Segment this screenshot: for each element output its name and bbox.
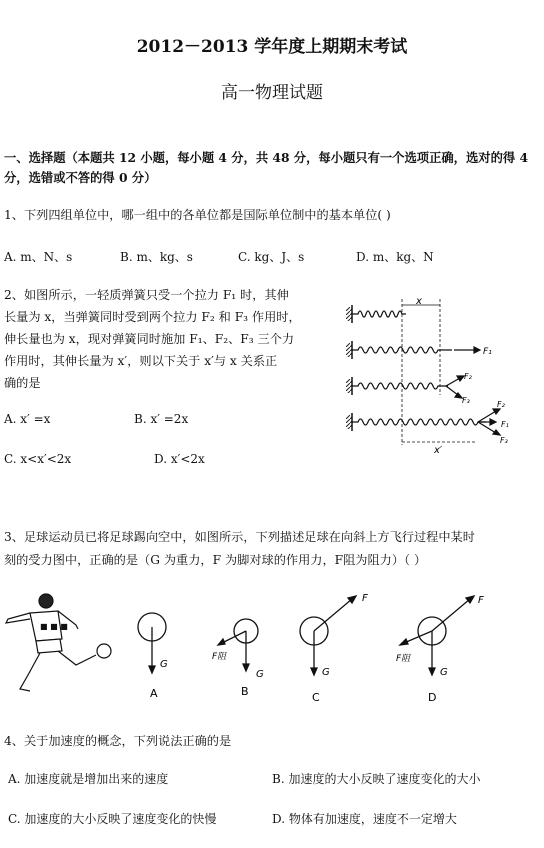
label-f3-bottom: F₃ — [500, 436, 508, 445]
question-4-stem: 4、关于加速度的概念，下列说法正确的是 — [4, 734, 232, 748]
diagram-b-label: B — [241, 685, 249, 698]
diagram-c-label: C — [312, 691, 320, 704]
diagram-b-g: G — [256, 669, 264, 680]
question-2-stem-line-1: 2、如图所示，一轻质弹簧只受一个拉力 F₁ 时，其伸 — [4, 288, 289, 302]
q1-option-d: D. m、kg、N — [356, 250, 434, 264]
q4-option-c: C. 加速度的大小反映了速度变化的快慢 — [8, 812, 217, 826]
q2-option-c: C. x<x′<2x — [4, 452, 72, 466]
football-icon — [97, 644, 111, 658]
q2-option-b: B. x′ =2x — [134, 412, 189, 426]
label-f2-bottom: F₂ — [497, 400, 505, 409]
svg-text:■ ■ ■: ■ ■ ■ — [40, 622, 68, 631]
q1-option-a: A. m、N、s — [4, 250, 73, 264]
question-2-stem-line-5: 确的是 — [4, 376, 41, 390]
diagram-c-g: G — [322, 667, 330, 678]
diagram-b — [218, 619, 258, 671]
exam-subtitle: 高一物理试题 — [221, 83, 323, 103]
diagram-d-label: D — [428, 691, 437, 704]
diagram-a-label: A — [150, 687, 158, 700]
q4-option-d: D. 物体有加速度，速度不一定增大 — [272, 812, 457, 826]
label-f2-mid: F₂ — [464, 372, 472, 381]
label-x: x — [416, 296, 422, 307]
question-3-stem-line-2: 刻的受力图中，正确的是（G 为重力，F 为脚对球的作用力，F阻为阻力）（ ） — [4, 553, 427, 567]
q1-option-c: C. kg、J、s — [238, 250, 305, 264]
spring-diagram — [346, 295, 526, 460]
q2-option-d: D. x′<2x — [154, 452, 205, 466]
label-x-prime: x′ — [434, 445, 443, 456]
diagram-c — [300, 596, 356, 675]
question-2-stem-line-3: 伸长量也为 x，现对弹簧同时施加 F₁、F₂、F₃ 三个力 — [4, 332, 295, 346]
springs — [352, 311, 486, 425]
diagram-d-g: G — [440, 667, 448, 678]
label-f1-top: F₁ — [483, 347, 492, 357]
diagram-d-drag: F阻 — [396, 654, 411, 664]
football-force-diagrams — [0, 585, 544, 710]
q1-option-b: B. m、kg、s — [120, 250, 193, 264]
question-2-stem-line-4: 作用时，其伸长量为 x′，则以下关于 x′与 x 关系正 — [4, 354, 278, 368]
question-1-stem: 1、下列四组单位中，哪一组中的各单位都是国际单位制中的基本单位( ) — [4, 208, 391, 222]
question-2-stem-line-2: 长量为 x，当弹簧同时受到两个拉力 F₂ 和 F₃ 作用时， — [4, 310, 301, 324]
exam-title: 2012－2013 学年度上期期末考试 — [136, 37, 408, 57]
label-f1-bottom: F₁ — [501, 420, 509, 429]
diagram-c-f: F — [362, 593, 368, 604]
player-illustration — [6, 594, 96, 691]
wall-hatch — [346, 305, 352, 431]
label-f3-mid: F₃ — [462, 396, 470, 405]
diagram-b-drag: F阻 — [212, 652, 227, 662]
q2-option-a: A. x′ =x — [4, 412, 51, 426]
q4-option-a: A. 加速度就是增加出来的速度 — [8, 772, 169, 786]
diagram-d-f: F — [478, 595, 484, 606]
question-3-stem-line-1: 3、足球运动员已将足球踢向空中，如图所示，下列描述足球在向斜上方飞行过程中某时 — [4, 530, 475, 544]
diagram-a-g: G — [160, 659, 168, 670]
q4-option-b: B. 加速度的大小反映了速度变化的大小 — [272, 772, 481, 786]
diagram-d — [400, 596, 474, 675]
section-heading: 一、选择题（本题共 12 小题，每小题 4 分，共 48 分，每小题只有一个选项正确，选对的得 4 分，选错或不答的得 0 分） — [4, 150, 528, 185]
